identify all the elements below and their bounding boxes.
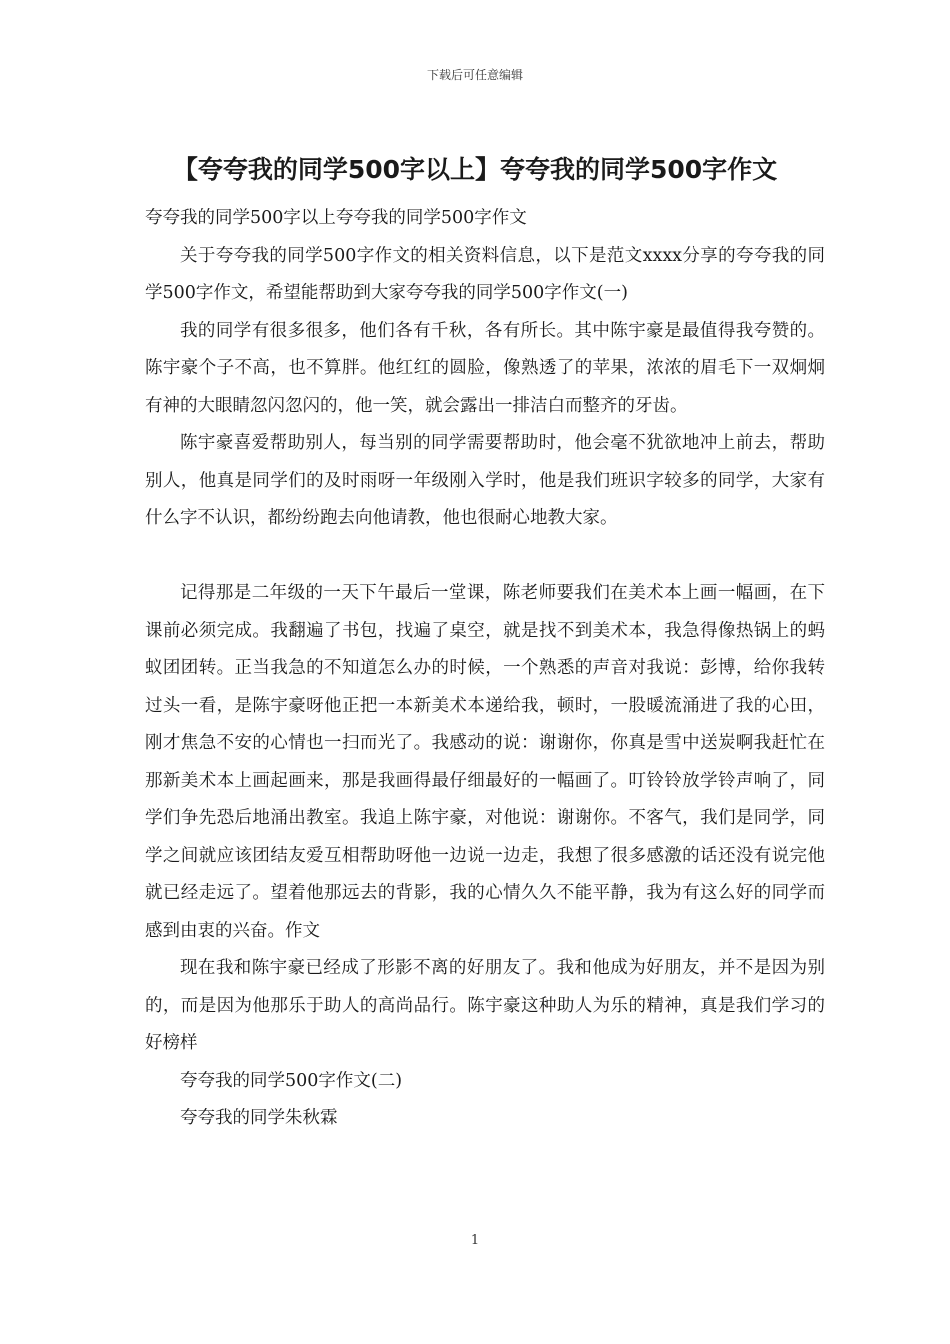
paragraph-intro: 关于夸夸我的同学500字作文的相关资料信息，以下是范文xxxx分享的夸夸我的同学500字作文，希望能帮助到大家夸夸我的同学500字作文(一) [145, 245, 825, 303]
page-number: 1 [470, 1233, 480, 1248]
paragraph-section-two-title: 夸夸我的同学朱秋霖 [180, 1108, 338, 1128]
paragraph-description: 我的同学有很多很多，他们各有千秋，各有所长。其中陈宇豪是最值得我夸赞的。陈宇豪个子不高，也不算胖。他红红的圆脸，像熟透了的苹果，浓浓的眉毛下一双炯炯有神的大眼睛忽闪忽闪的，他一笑，就会露出一排洁白而整齐的牙齿。 [145, 320, 825, 416]
paragraph-story: 记得那是二年级的一天下午最后一堂课，陈老师要我们在美术本上画一幅画，在下课前必须完成。我翻遍了书包，找遍了桌空，就是找不到美术本，我急得像热锅上的蚂蚁团团转。正当我急的不知道怎么办的时候，一个熟悉的声音对我说：彭博，给你我转过头一看，是陈宇豪呀他正把一本新美术本递给我，顿时，一股暖流涌进了我的心田，刚才焦急不安的心情也一扫而光了。我感动的说：谢谢你，你真是雪中送炭啊我赶忙在那新美术本上画起画来，那是我画得最仔细最好的一幅画了。叮铃铃放学铃声响了，同学们争先恐后地涌出教室。我追上陈宇豪，对他说：谢谢你。不客气，我们是同学，同学之间就应该团结友爱互相帮助呀他一边说一边走，我想了很多感激的话还没有说完他就已经走远了。望着他那远去的背影，我的心情久久不能平静，我为有这么好的同学而感到由衷的兴奋。作文 [145, 583, 825, 941]
document-title: 【夸夸我的同学500字以上】夸夸我的同学500字作文 [172, 155, 778, 184]
paragraph-subtitle: 夸夸我的同学500字以上夸夸我的同学500字作文 [145, 208, 527, 228]
header-note: 下载后可任意编辑 [426, 68, 523, 82]
paragraph-helping: 陈宇豪喜爱帮助别人，每当别的同学需要帮助时，他会毫不犹欲地冲上前去，帮助别人，他真是同学们的及时雨呀一年级刚入学时，他是我们班识字较多的同学，大家有什么字不认识，都纷纷跑去向他请教，他也很耐心地教大家。 [145, 433, 825, 528]
paragraph-section-two-heading: 夸夸我的同学500字作文(二) [180, 1070, 403, 1091]
paragraph-conclusion: 现在我和陈宇豪已经成了形影不离的好朋友了。我和他成为好朋友，并不是因为别的，而是因为他那乐于助人的高尚品行。陈宇豪这种助人为乐的精神，真是我们学习的好榜样 [145, 958, 825, 1053]
paragraph-gap [145, 538, 825, 576]
document-body [145, 200, 825, 1138]
